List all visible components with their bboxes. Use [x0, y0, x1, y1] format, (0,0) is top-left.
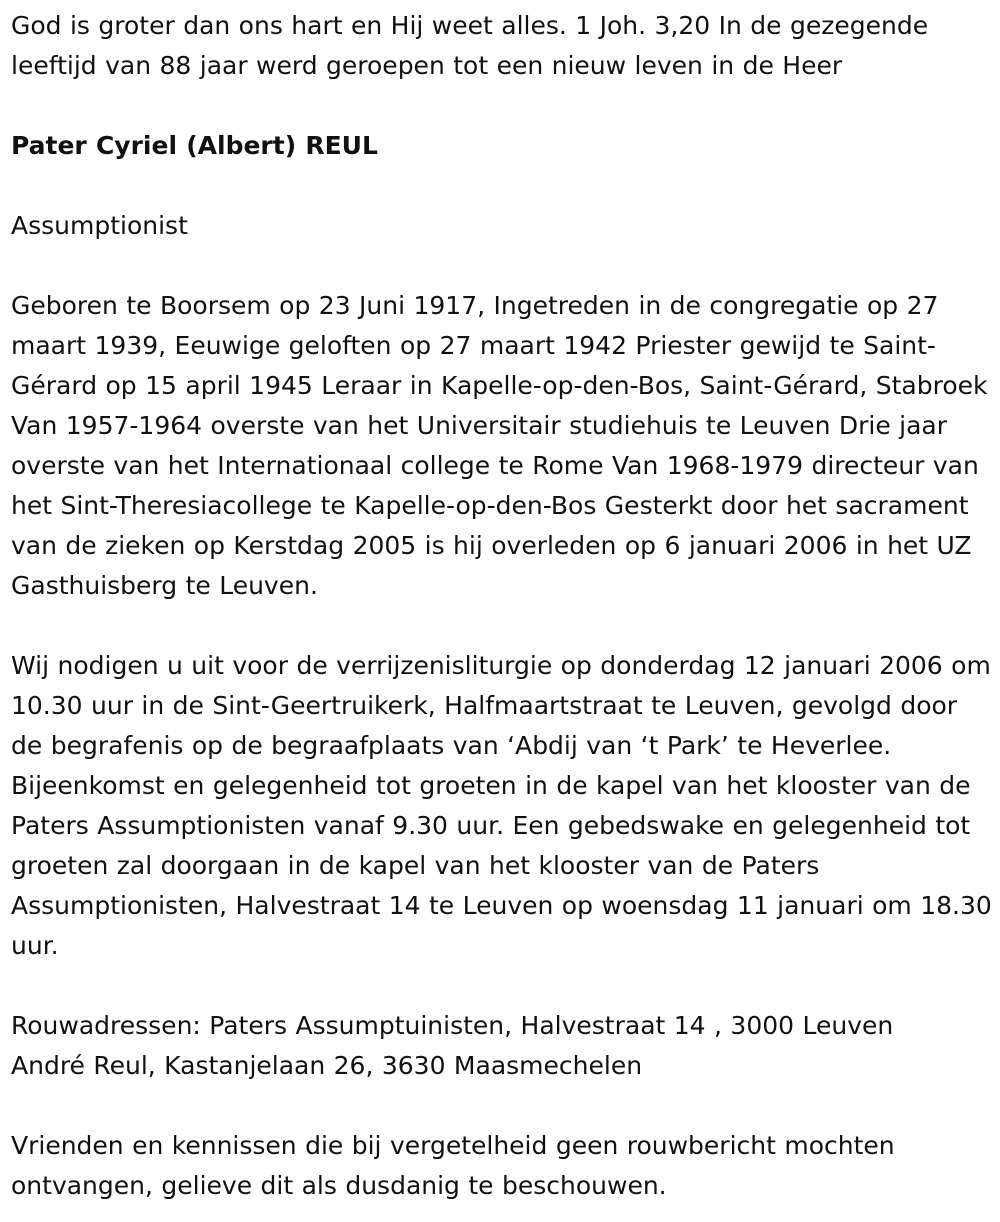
- closing-note: Vrienden en kennissen die bij vergetelheid geen rouwbericht mochten ontvangen, gelieve dit als dusdanig te beschouwen.: [11, 1131, 895, 1200]
- condolence-addresses: [11, 1006, 995, 1086]
- intro-text: God is groter dan ons hart en Hij weet alles. 1 Joh. 3,20 In de gezegende leeftijd van 88 jaar werd geroepen tot een nieuw leven in de Heer: [11, 11, 929, 80]
- biography-text: Geboren te Boorsem op 23 Juni 1917, Ingetreden in de congregatie op 27 maart 1939, Eeuwige geloften op 27 maart 1942 Priester gewijd te Saint-Gérard op 15 april 1945 Leraar in Kapelle-op-den-Bos, Saint-Gérard, Stabroek Van 1957-1964 overste van het Universitair studiehuis te Leuven Drie jaar overste van het Internationaal college te Rome Van 1968-1979 directeur van het Sint-Theresiacollege te Kapelle-op-den-Bos Gesterkt door het sacrament van de zieken op Kerstdag 2005 is hij overleden op 6 januari 2006 in het UZ Gasthuisberg te Leuven.: [11, 291, 988, 600]
- condolence-address-line: Rouwadressen: Paters Assumptuinisten, Halvestraat 14 , 3000 Leuven: [11, 1011, 894, 1040]
- religious-order: Assumptionist: [11, 211, 188, 240]
- condolence-address-line: André Reul, Kastanjelaan 26, 3630 Maasmechelen: [11, 1051, 643, 1080]
- deceased-name: Pater Cyriel (Albert) REUL: [11, 131, 378, 160]
- invitation-text: Wij nodigen u uit voor de verrijzenisliturgie op donderdag 12 januari 2006 om 10.30 uur in de Sint-Geertruikerk, Halfmaartstraat te Leuven, gevolgd door de begrafenis op de begraafplaats van ‘Abdij van ‘t Park’ te Heverlee. Bijeenkomst en gelegenheid tot groeten in de kapel van het klooster van de Paters Assumptionisten vanaf 9.30 uur. Een gebedswake en gelegenheid tot groeten zal doorgaan in de kapel van het klooster van de Paters Assumptionisten, Halvestraat 14 te Leuven op woensdag 11 januari om 18.30 uur.: [11, 651, 992, 960]
- obituary-document: [11, 6, 995, 1206]
